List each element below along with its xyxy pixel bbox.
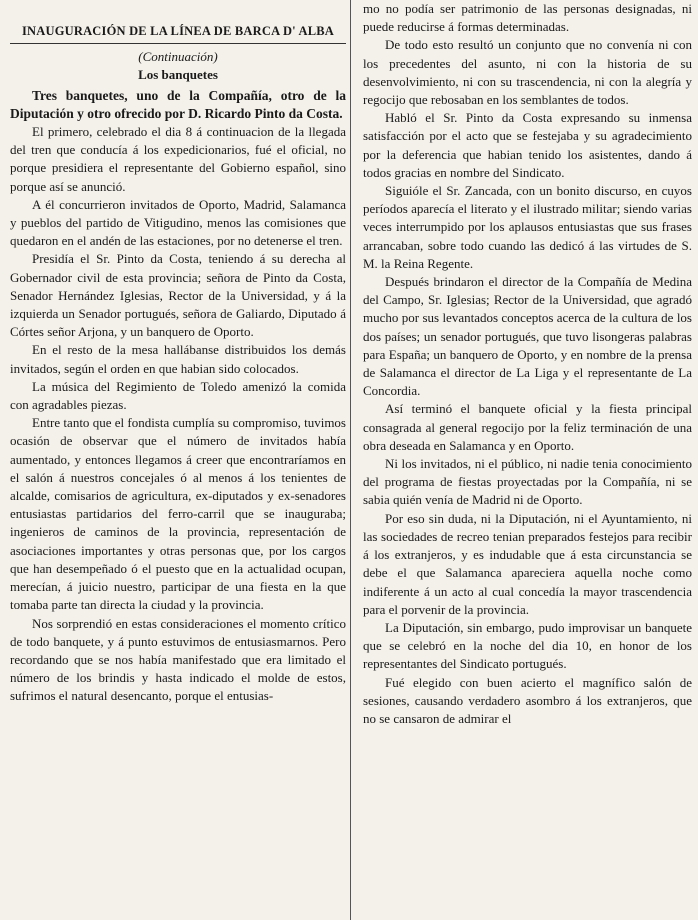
paragraph: Así terminó el banquete oficial y la fiesta principal consagrada al general regocijo por la feliz terminación de una obra deseada en Salamanca y en Oporto. [363,401,692,453]
paragraph: Presidía el Sr. Pinto da Costa, teniendo á su derecha al Gobernador civil de esta provincia; señora de Pinto da Costa, Senador Hernández Iglesias, Rector de la Universidad, y á la izquierda un Senador portugués, señora de Galiardo, Diputado á Córtes señor Arjona, y un banquero de Oporto. [10,251,346,340]
paragraph: De todo esto resultó un conjunto que no convenía ni con los precedentes del asunto, ni con la historia de su desenvolvimiento, ni con su trascendencia, ni con la alegría y regocijo que rebosaban en los semblantes de todos. [363,37,692,108]
paragraph: Ni los invitados, ni el público, ni nadie tenia conocimiento del programa de fiestas proyectadas por la Compañía, ni se sabia quién venía de Madrid ni de Oporto. [363,456,692,508]
article-headline: INAUGURACIÓN DE LA LÍNEA DE BARCA D' ALBA [10,22,346,44]
paragraph: A él concurrieron invitados de Oporto, Madrid, Salamanca y pueblos del partido de Vitigudino, menos las comisiones que quedaron en el andén de las estaciones, por no detenerse el tren. [10,196,346,249]
paragraph: Entre tanto que el fondista cumplía su compromiso, tuvimos ocasión de observar que el número de invitados había aumentado, y entonces llegamos á creer que encontraríamos en el salón á nuestros concejales ó al menos á los tenientes de alcalde, comisarios de agricultura, ex-diputados y ex-senadores entusiastas partidarios del ferro-carril que se inauguraba; ingenieros de caminos de la provincia, representación de asociaciones importantes y otras personas que, por los cargos que han desempeñado ó el puesto que en la actualidad ocupan, merecían, á juicio nuestro, participar de una fiesta en la que tomaba parte tan directa la ciudad y la provincia. [10,415,346,613]
paragraph: La música del Regimiento de Toledo amenizó la comida con agradables piezas. [10,378,346,413]
column-divider [350,0,351,920]
paragraph: En el resto de la mesa hallábanse distribuidos los demás invitados, según el orden en que habian sido colocados. [10,342,346,376]
paragraph: La Diputación, sin embargo, pudo improvisar un banquete que se celebró en la noche del dia 10, en honor de los representantes del Sindicato portugués. [363,619,692,672]
paragraph: Nos sorprendió en estas consideraciones el momento crítico de todo banquete, y á punto estuvimos de entusiasmarnos. Pero recordando que se nos había manifestado que era limitado el número de los brindis y hasta indicado el molde de estos, sufrimos el natural desencanto, porque el entusias- [10,615,346,704]
paragraph-continuation: mo no podía ser patrimonio de las personas designadas, ni puede reducirse á formas determinadas. [363,1,692,35]
paragraph: Fué elegido con buen acierto el magnífico salón de sesiones, causando verdadero asombro á los extranjeros, que no se cansaron de admirar el [363,674,692,726]
paragraph: Habló el Sr. Pinto da Costa expresando su inmensa satisfacción por el acto que se festejaba y su agradecimiento por la deferencia que habian tenido los asistentes, dando á todos gracias en nombre del Sindicato. [363,110,692,180]
paragraph: Por eso sin duda, ni la Diputación, ni el Ayuntamiento, ni las sociedades de recreo tenian preparados festejos para recibir á los extranjeros, y es indudable que á esta circunstancia se debe el que Salamanca apareciera aquella noche como indiferente á un acto al cual concedía la mayor trascendencia para el porvenir de la provincia. [363,510,692,617]
section-heading: Los banquetes [138,67,218,83]
left-column [6,0,346,920]
paragraph: Tres banquetes, uno de la Compañía, otro de la Diputación y otro ofrecido por D. Ricardo Pinto da Costa. [10,87,346,121]
paragraph: El primero, celebrado el dia 8 á continuacion de la llegada del tren que conducía á los expedicionarios, fué el oficial, no porque presidiera el representante del Gobierno español, sino porque así se anunció. [10,124,346,194]
paragraph: Siguióle el Sr. Zancada, con un bonito discurso, en cuyos períodos aparecía el literato y el ilustrado militar; siendo varias veces interrumpido por los aplausos entusiastas que sus frases arrancaban, sobre todo cuando las dedicó á las virtudes de S. M. la Reina Regente. [363,183,692,271]
paragraph: Después brindaron el director de la Compañía de Medina del Campo, Sr. Iglesias; Rector de la Universidad, que agradó mucho por sus levantados conceptos acerca de la cultura de los dos países; un senador portugués, que tuvo lisongeras palabras para España; un banquero de Oporto, y en nombre de la prensa de Salamanca el director de La Liga y el representante de La Concordia. [363,274,692,399]
right-column [357,0,694,920]
article-subtitle: (Continuación) [138,49,218,65]
